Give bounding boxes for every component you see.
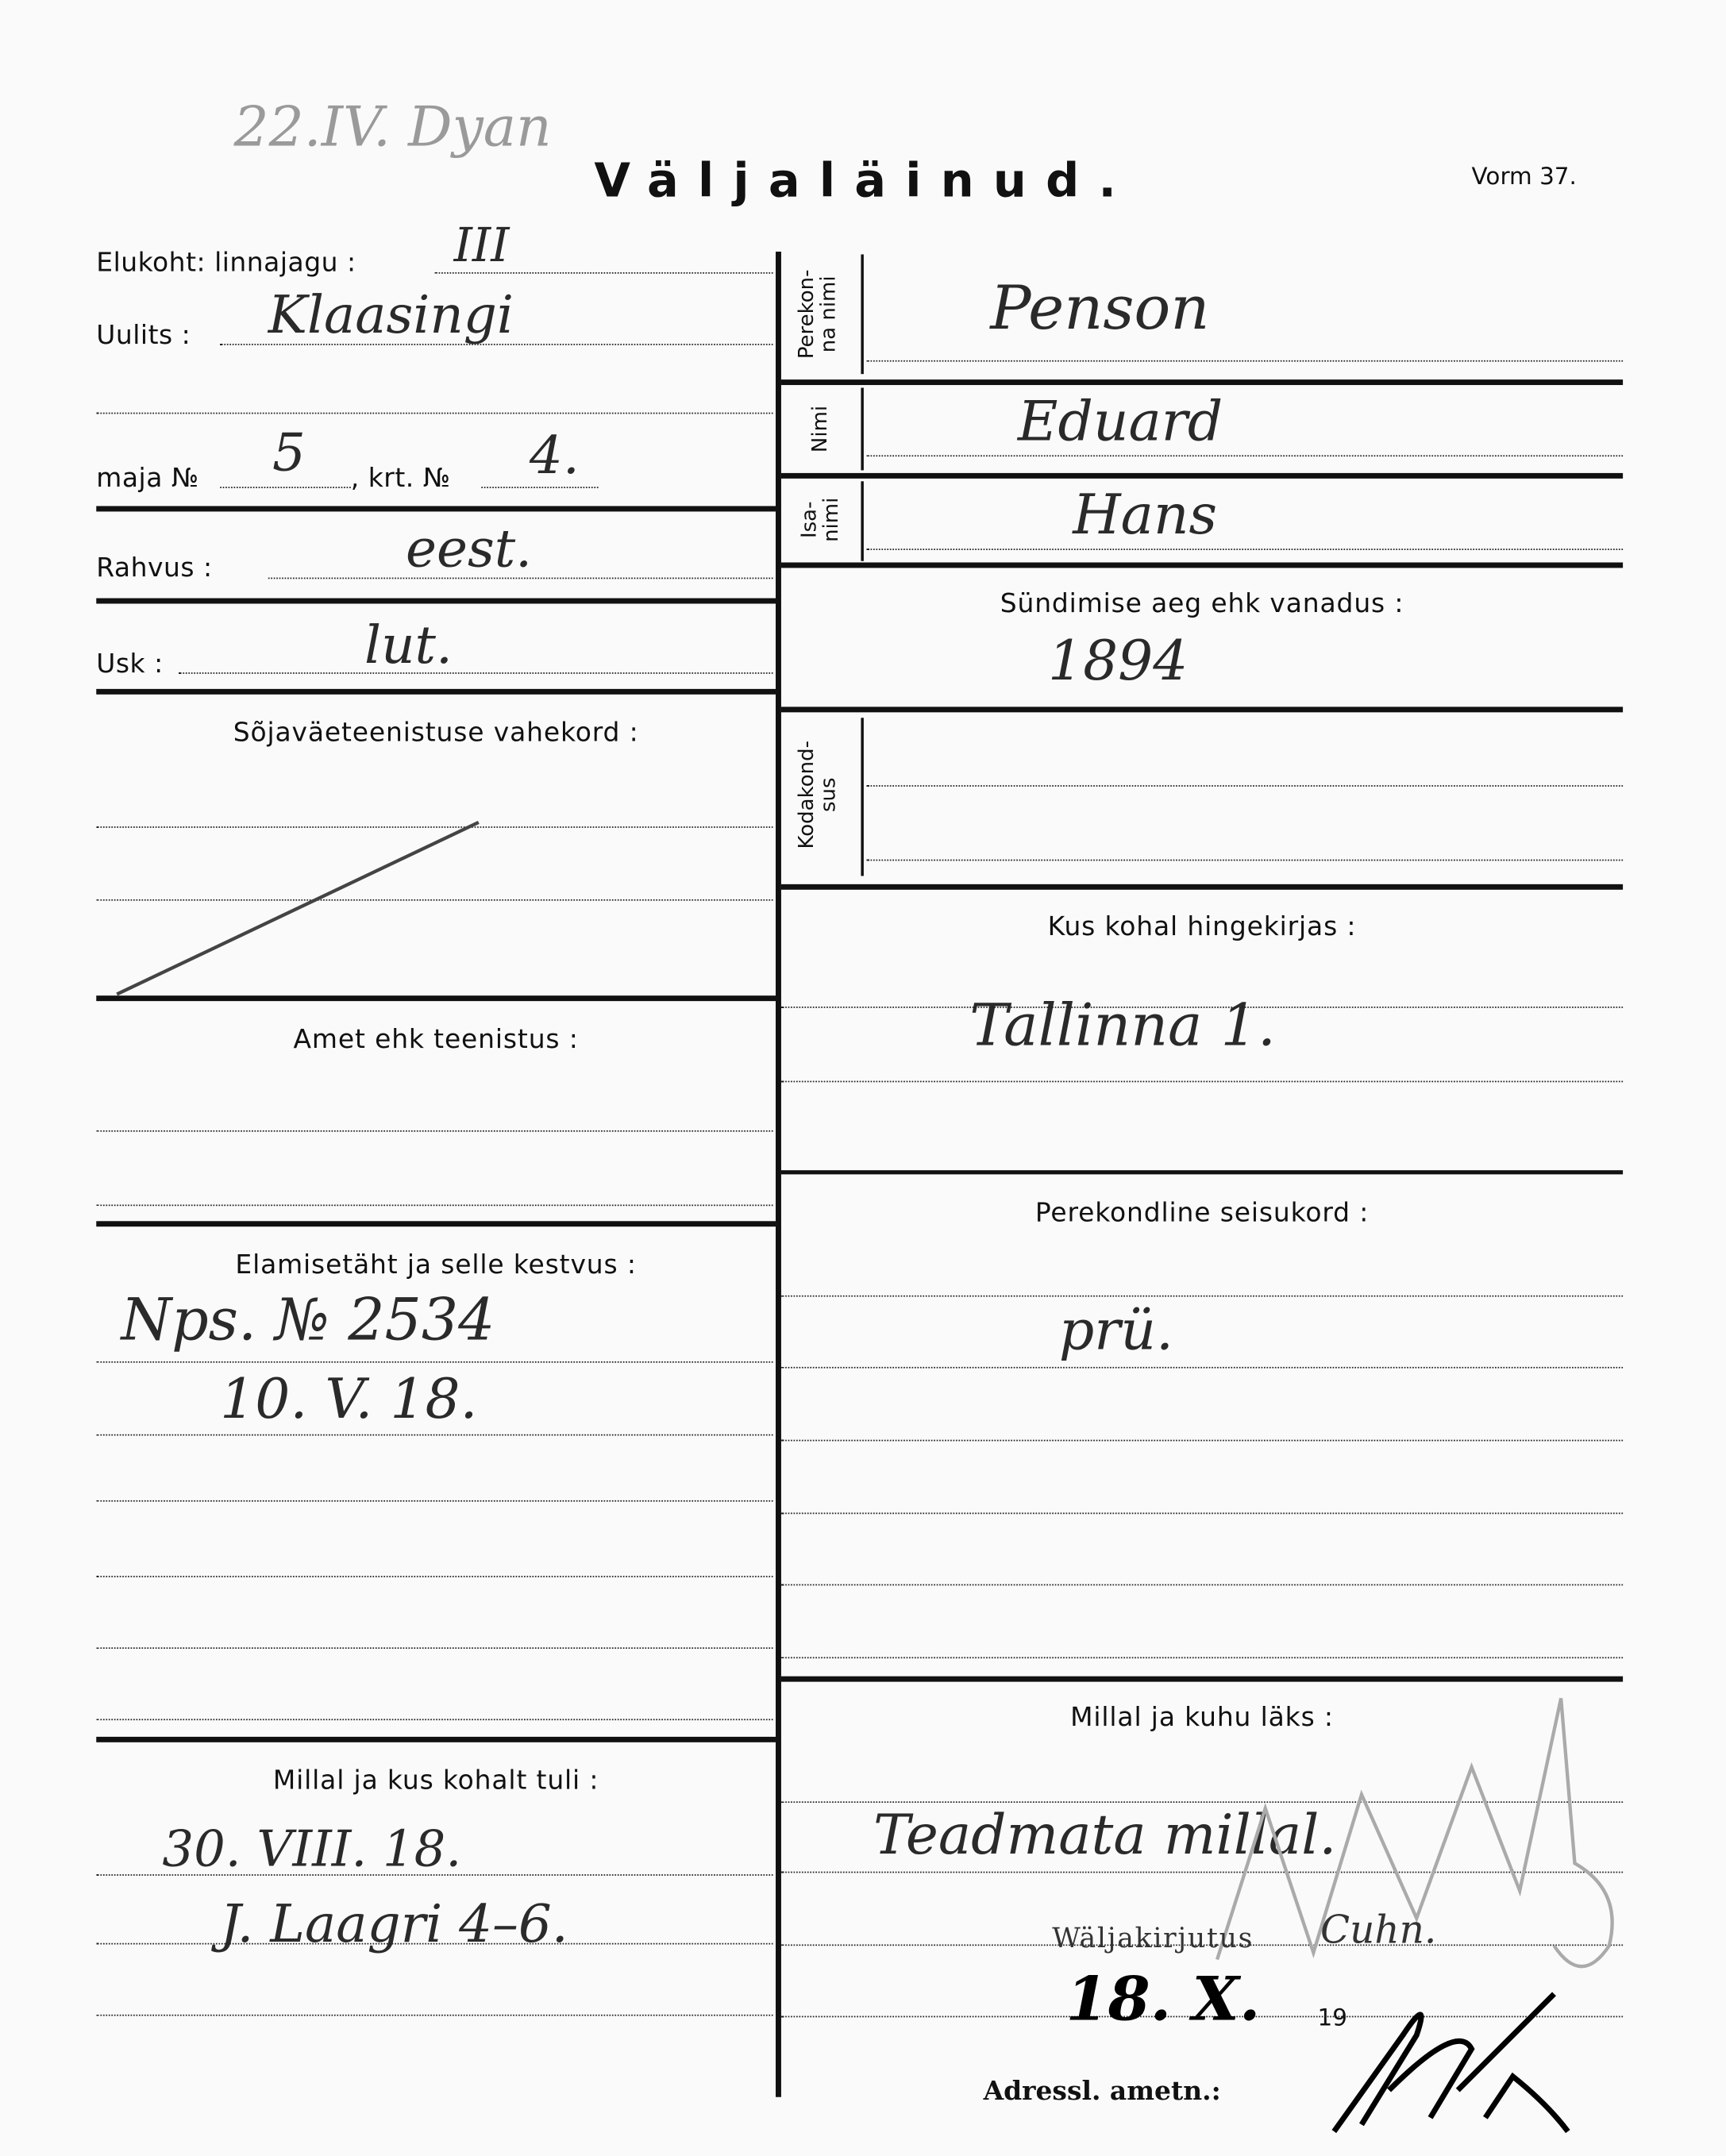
elamis-line (96, 1576, 772, 1577)
stamp-year: 19 (1317, 2004, 1348, 2033)
laks-value: Teadmata millal. (873, 1804, 1337, 1868)
perekondline-line (781, 1440, 1623, 1442)
elamis-line (96, 1361, 772, 1363)
section-rule (781, 563, 1623, 568)
elamis-value-1: Nps. № 2534 (121, 1285, 495, 1353)
perekonnanimi-line (866, 360, 1623, 362)
perekonnanimi-label-2: na nimi (815, 275, 841, 353)
cancel-stroke-icon (110, 811, 495, 1004)
laks-label: Millal ja kuhu läks : (1070, 1702, 1334, 1733)
column-divider (776, 252, 781, 2097)
section-rule (781, 473, 1623, 479)
label-box-divider (861, 718, 863, 876)
nimi-value: Eduard (1017, 390, 1223, 454)
hingekiri-line (781, 1081, 1623, 1083)
sundimise-label: Sündimise aeg ehk vanadus : (1000, 588, 1404, 619)
isanimi-label (798, 486, 842, 555)
label-box-divider (861, 388, 863, 471)
section-rule (781, 1170, 1623, 1174)
amet-line-2 (96, 1204, 772, 1206)
amet-label: Amet ehk teenistus : (293, 1024, 579, 1055)
amet-line-1 (96, 1130, 772, 1132)
kodakondsus-label-2: sus (815, 777, 841, 813)
uulits-value: Klaasingi (268, 284, 514, 345)
section-rule (781, 379, 1623, 385)
tuli-line (96, 2015, 772, 2016)
perekonnanimi-label-1: Perekon- (793, 269, 819, 360)
section-rule (96, 995, 776, 1001)
usk-value: lut. (364, 614, 453, 676)
sundimise-value: 1894 (1048, 629, 1189, 694)
stamp-handwriting: Cuhn. (1320, 1907, 1437, 1953)
elamis-line (96, 1500, 772, 1502)
pencil-scribble-icon (1210, 1684, 1636, 2000)
stamp-official-label: Adressl. ametn.: (983, 2076, 1221, 2107)
rahvus-label: Rahvus : (96, 552, 213, 583)
isanimi-label-1: Isa- (796, 501, 822, 539)
section-rule (96, 1221, 776, 1226)
hingekiri-value: Tallinna 1. (969, 991, 1276, 1059)
perekondline-value: prü. (1058, 1299, 1174, 1363)
form-number: Vorm 37. (1471, 164, 1577, 191)
label-box-divider (861, 254, 863, 374)
section-rule (96, 599, 776, 604)
usk-line (179, 672, 772, 674)
stamp-title: Wäljakirjutus (1052, 1921, 1254, 1954)
section-rule (96, 506, 776, 511)
perekondline-line (781, 1296, 1623, 1297)
section-rule (781, 884, 1623, 890)
elamis-line (96, 1719, 772, 1720)
perekonnanimi-value: Penson (990, 273, 1210, 345)
pencil-note: 22.IV. Dyan (233, 96, 552, 160)
elukoht-label: Elukoht: linnajagu : (96, 247, 356, 278)
elamis-line (96, 1434, 772, 1436)
hingekiri-label: Kus kohal hingekirjas : (1047, 911, 1357, 942)
tuli-value-1: 30. VIII. 18. (162, 1822, 462, 1879)
hingekiri-line (781, 1007, 1623, 1008)
isanimi-value: Hans (1073, 483, 1218, 548)
maja-line (220, 487, 351, 488)
maja-value: 5 (272, 422, 306, 483)
elamis-label: Elamisetäht ja selle kestvus : (235, 1249, 637, 1280)
perekondline-line (781, 1513, 1623, 1515)
krt-line (481, 487, 598, 488)
isanimi-line (866, 549, 1623, 550)
tuli-line (96, 1874, 772, 1876)
elamis-value-2: 10. V. 18. (220, 1368, 478, 1432)
perekondline-label: Perekondline seisukord : (1034, 1197, 1370, 1228)
kodakondsus-line-2 (866, 860, 1623, 861)
uulits-label: Uulits : (96, 320, 191, 351)
form-title: Väljaläinud. (594, 154, 1136, 210)
section-rule (96, 689, 776, 695)
rahvus-value: eest. (406, 518, 533, 579)
tuli-line (96, 1943, 772, 1945)
signature-icon (1307, 1981, 1582, 2146)
section-rule (781, 706, 1623, 712)
section-rule (96, 1737, 776, 1742)
kodakondsus-label (793, 718, 841, 872)
perekonnanimi-label (793, 254, 841, 374)
perekondline-line (781, 1584, 1623, 1586)
nimi-line (866, 455, 1623, 456)
sojavae-label: Sõjaväeteenistuse vahekord : (233, 718, 639, 749)
tuli-label: Millal ja kus kohalt tuli : (272, 1765, 599, 1796)
perekondline-line (781, 1367, 1623, 1369)
maja-label: maja № (96, 463, 199, 494)
kodakondsus-line-1 (866, 785, 1623, 787)
tuli-value-2: J. Laagri 4–6. (220, 1893, 568, 1954)
elamis-line (96, 1647, 772, 1649)
section-rule (781, 1677, 1623, 1682)
isanimi-label-2: nimi (818, 497, 843, 542)
krt-value: 4. (529, 425, 580, 486)
krt-label: , krt. № (350, 463, 451, 494)
blank-line (96, 413, 772, 414)
elukoht-value: III (453, 218, 510, 274)
stamp-date: 18. X. (1065, 1965, 1261, 2035)
nimi-label: Nimi (807, 405, 833, 453)
perekondline-line (781, 1657, 1623, 1658)
label-box-divider (861, 481, 863, 560)
usk-label: Usk : (96, 649, 164, 680)
kodakondsus-label-1: Kodakond- (793, 741, 819, 849)
